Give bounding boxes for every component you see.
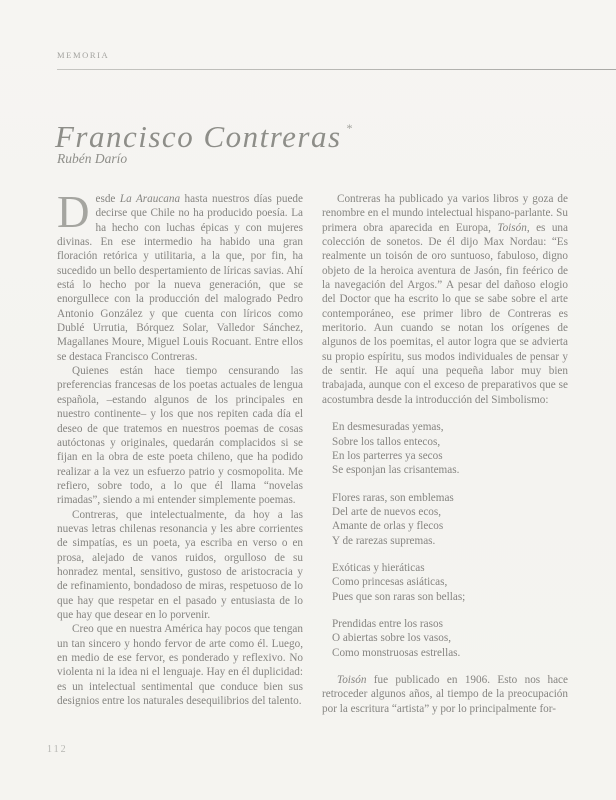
page-number: 112 xyxy=(47,744,68,755)
text-segment: esde xyxy=(95,193,120,205)
verse-line: Sobre los tallos entecos, xyxy=(332,435,441,448)
verse-line: Prendidas entre los rasos xyxy=(332,617,443,630)
left-column xyxy=(57,187,303,708)
verse-line: Exóticas y hieráticas xyxy=(332,561,425,574)
page-title-text: Francisco Contreras xyxy=(55,118,342,154)
text-segment: Toisón xyxy=(497,221,527,234)
right-column xyxy=(322,192,568,716)
verse-line: En desmesuradas yemas, xyxy=(332,421,444,434)
verse-line: Se esponjan las crisantemas. xyxy=(332,464,460,477)
text-segment: , es una colección de sonetos. De él dijo Max Nordau: “Es realmente un toisón de oro suntuoso, fabuloso, digno objeto de la heroica aventura de Jasón, fin feérico de la navegación del Argos.” A pesar del dañoso elogio del Doctor que ha escrito lo que se sabe sobre el arte contemporáneo, ese primer libro de Contreras es meritorio. Aun cuando se notan los orígenes de algunos de los poemitas, el autor logra que se advierta su propio espíritu, sus modos individuales de pensar y de sentir. He aquí una pequeña labor muy bien trabajada, aunque con el exceso de preparativos que se acostumbra desde la introducción del Simbolismo: xyxy=(322,221,568,406)
header-rule xyxy=(57,69,616,70)
verse-stanza xyxy=(332,420,568,477)
verse-line: Y de rarezas supremas. xyxy=(332,534,436,547)
text-segment: Contreras ha publicado ya varios libros y goza de renombre en el mundo intelectual hispano-parlante. Su primera obra aparecida en Europa, xyxy=(322,193,568,234)
verse-stanza xyxy=(332,561,568,604)
paragraph xyxy=(57,364,303,507)
text-segment: Contreras, que intelectualmente, da hoy a las nuevas letras chilenas resonancia y les abre corrientes de simpatías, es un poeta, ya escriba en verso o en prosa, alejado de vanos ruidos, orgulloso de su honradez mental, sensitivo, gustoso de aristocracia y de refinamiento, bondadoso de miras, respetuoso de lo que hay que respetar en el pasado y entusiasta de lo que hay que desear en lo porvenir. xyxy=(57,508,303,621)
verse-line: Como princesas asiáticas, xyxy=(332,576,448,589)
author-byline: Rubén Darío xyxy=(57,151,128,166)
verse-line: Pues que son raras son bellas; xyxy=(332,590,466,603)
footnote-mark: * xyxy=(346,120,355,135)
verse-line: Como monstruosas estrellas. xyxy=(332,646,461,659)
verse-line: En los parterres ya secos xyxy=(332,449,443,462)
text-segment: hasta nuestros días puede decirse que Chile no ha producido poesía. La ha hecho con luchas épicas y con mujeres divinas. En ese intermedio ha habido una gran floración retórica y utilitaria, a la que, por fin, ha sucedido un bello despertamiento de líricas savias. Ahí está lo hecho por la nueva generación, que se enorgullece con la producción del malogrado Pedro Antonio González y que cuenta con líricos como Dublé Urrutia, Bórquez Solar, Valledor Sánchez, Magallanes Moure, Miguel Louis Rocuant. Entre ellos se destaca Francisco Contreras. xyxy=(57,193,303,363)
verse-line: Amante de orlas y flecos xyxy=(332,520,444,533)
paragraph xyxy=(57,508,303,623)
text-segment: La Araucana xyxy=(119,193,181,205)
page-title xyxy=(55,119,354,155)
verse-stanza xyxy=(332,617,568,660)
section-label: MEMORIA xyxy=(57,50,110,60)
text-segment: Toisón xyxy=(337,673,367,686)
paragraph xyxy=(322,673,568,716)
verse-line: Del arte de nuevos ecos, xyxy=(332,505,442,518)
text-segment: Creo que en nuestra América hay pocos que tengan un tan sincero y hondo fervor de arte como él. Luego, en medio de ese fervor, es ponderado y reflexivo. No violenta ni la idea ni el lenguaje. Hay en él duplicidad: es un intelectual sentimental que conduce bien sus designios entre los naturales desequilibrios del talento. xyxy=(57,623,303,708)
verse-line: Flores raras, son emblemas xyxy=(332,491,454,504)
text-segment: fue publicado en 1906. Esto nos hace retroceder algunos años, al tiempo de la preocupación por la escritura “artista” y por lo principalmente for- xyxy=(322,673,568,715)
text-segment: Quienes están hace tiempo censurando las preferencias francesas de los poetas actuales de lengua española, –estando algunos de los principales en nuestro continente– y los que nos repiten cada día el deseo de que tratemos en nuestros poemas de cosas autóctonas y originales, quedarán complacidos si se fijan en la obra de este poeta chileno, que ha podido realizar a la vez un esfuerzo patrio y cosmopolita. Me refiero, sobre todo, a lo que él llama “novelas rimadas”, siendo a mi entender simplemente poemas. xyxy=(57,365,303,507)
verse-line: O abiertas sobre los vasos, xyxy=(332,632,451,645)
verse-stanza xyxy=(332,491,568,548)
text-columns xyxy=(57,187,569,716)
paragraph xyxy=(57,622,303,708)
paragraph xyxy=(322,192,568,407)
paragraph xyxy=(57,187,303,364)
dropcap: D xyxy=(57,187,90,237)
